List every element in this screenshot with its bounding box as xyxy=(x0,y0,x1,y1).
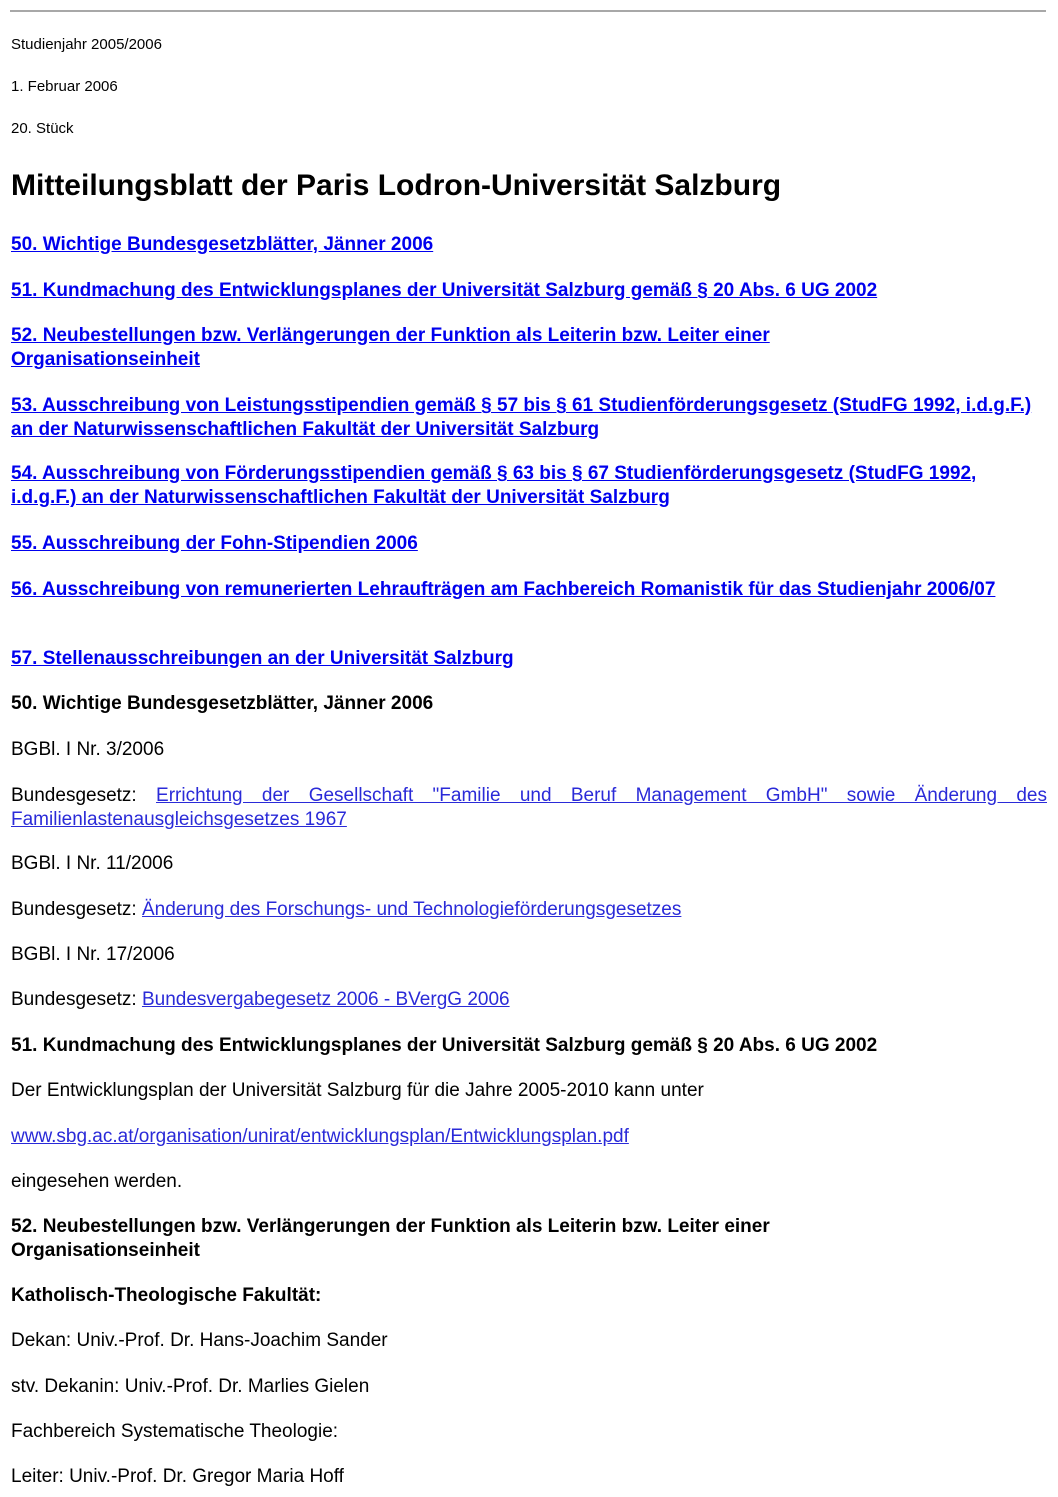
issue-number: 20. Stück xyxy=(11,120,74,137)
toc-link-55[interactable]: 55. Ausschreibung der Fohn-Stipendien 2006 xyxy=(11,533,418,554)
toc-item-50 xyxy=(11,233,433,257)
toc-link-57[interactable]: 57. Stellenausschreibungen an der Universität Salzburg xyxy=(11,648,514,669)
law-link[interactable]: Änderung des Forschungs- und Technologieförderungsgesetzes xyxy=(141,899,682,920)
toc-item-53 xyxy=(11,394,1047,442)
law-prefix: Bundesgesetz: xyxy=(11,785,157,806)
entwicklungsplan-link[interactable]: www.sbg.ac.at/organisation/unirat/entwicklungsplan/Entwicklungsplan.pdf xyxy=(11,1126,629,1147)
faculty-heading: Katholisch-Theologische Fakultät: xyxy=(11,1285,322,1306)
law-prefix: Bundesgesetz: xyxy=(11,989,142,1010)
appointment-line: Leiter: Univ.-Prof. Dr. Gregor Maria Hoff xyxy=(11,1466,344,1487)
toc-item-52 xyxy=(11,324,911,372)
law-entry xyxy=(11,988,510,1012)
toc-link-52[interactable]: 52. Neubestellungen bzw. Verlängerungen der Funktion als Leiterin bzw. Leiter einer Organisationseinheit xyxy=(11,325,770,370)
section-50-heading: 50. Wichtige Bundesgesetzblätter, Jänner 2006 xyxy=(11,693,434,714)
toc-item-56 xyxy=(11,578,1047,602)
toc-item-51 xyxy=(11,279,877,303)
law-prefix: Bundesgesetz: xyxy=(11,899,142,920)
toc-item-57 xyxy=(11,647,514,671)
toc-item-54 xyxy=(11,462,1047,510)
bgbl-number: BGBl. I Nr. 17/2006 xyxy=(11,944,175,965)
department-line: Fachbereich Systematische Theologie: xyxy=(11,1421,339,1442)
appointment-line: Dekan: Univ.-Prof. Dr. Hans-Joachim Sander xyxy=(11,1330,388,1351)
toc-link-56[interactable]: 56. Ausschreibung von remunerierten Lehraufträgen am Fachbereich Romanistik für das Studienjahr 2006/07 xyxy=(11,579,996,600)
toc-item-55 xyxy=(11,532,418,556)
toc-link-53[interactable]: 53. Ausschreibung von Leistungsstipendien gemäß § 57 bis § 61 Studienförderungsgesetz (StudFG 1992, i.d.g.F.) an der Naturwissenschaftlichen Fakultät der Universität Salzburg xyxy=(11,395,1032,440)
section-52-heading: 52. Neubestellungen bzw. Verlängerungen der Funktion als Leiterin bzw. Leiter einer Organisationseinheit xyxy=(11,1216,770,1261)
law-entry xyxy=(11,898,681,922)
issue-date: 1. Februar 2006 xyxy=(11,78,118,95)
law-link[interactable]: Errichtung der Gesellschaft "Familie und Beruf Management GmbH" sowie Änderung des Familienlastenausgleichsgesetzes 1967 xyxy=(11,785,1047,830)
page-title: Mitteilungsblatt der Paris Lodron-Universität Salzburg xyxy=(11,169,782,202)
toc-link-51[interactable]: 51. Kundmachung des Entwicklungsplanes der Universität Salzburg gemäß § 20 Abs. 6 UG 2002 xyxy=(11,280,878,301)
studienjahr: Studienjahr 2005/2006 xyxy=(11,36,162,53)
section-51-text: Der Entwicklungsplan der Universität Salzburg für die Jahre 2005-2010 kann unter xyxy=(11,1080,704,1101)
appointment-line: stv. Dekanin: Univ.-Prof. Dr. Marlies Gielen xyxy=(11,1376,370,1397)
toc-link-54[interactable]: 54. Ausschreibung von Förderungsstipendien gemäß § 63 bis § 67 Studienförderungsgesetz (StudFG 1992, i.d.g.F.) an der Naturwissenschaftlichen Fakultät der Universität Salzburg xyxy=(11,463,977,508)
section-51-heading: 51. Kundmachung des Entwicklungsplanes der Universität Salzburg gemäß § 20 Abs. 6 UG 2002 xyxy=(11,1035,878,1056)
law-link[interactable]: Bundesvergabegesetz 2006 - BVergG 2006 xyxy=(141,989,510,1010)
section-51-text-end: eingesehen werden. xyxy=(11,1171,183,1192)
section-51-link-row xyxy=(11,1125,629,1149)
bgbl-number: BGBl. I Nr. 11/2006 xyxy=(11,853,174,874)
toc-link-50[interactable]: 50. Wichtige Bundesgesetzblätter, Jänner 2006 xyxy=(11,234,434,255)
law-entry xyxy=(11,784,1047,832)
bgbl-number: BGBl. I Nr. 3/2006 xyxy=(11,739,165,760)
top-rule xyxy=(10,10,1046,12)
